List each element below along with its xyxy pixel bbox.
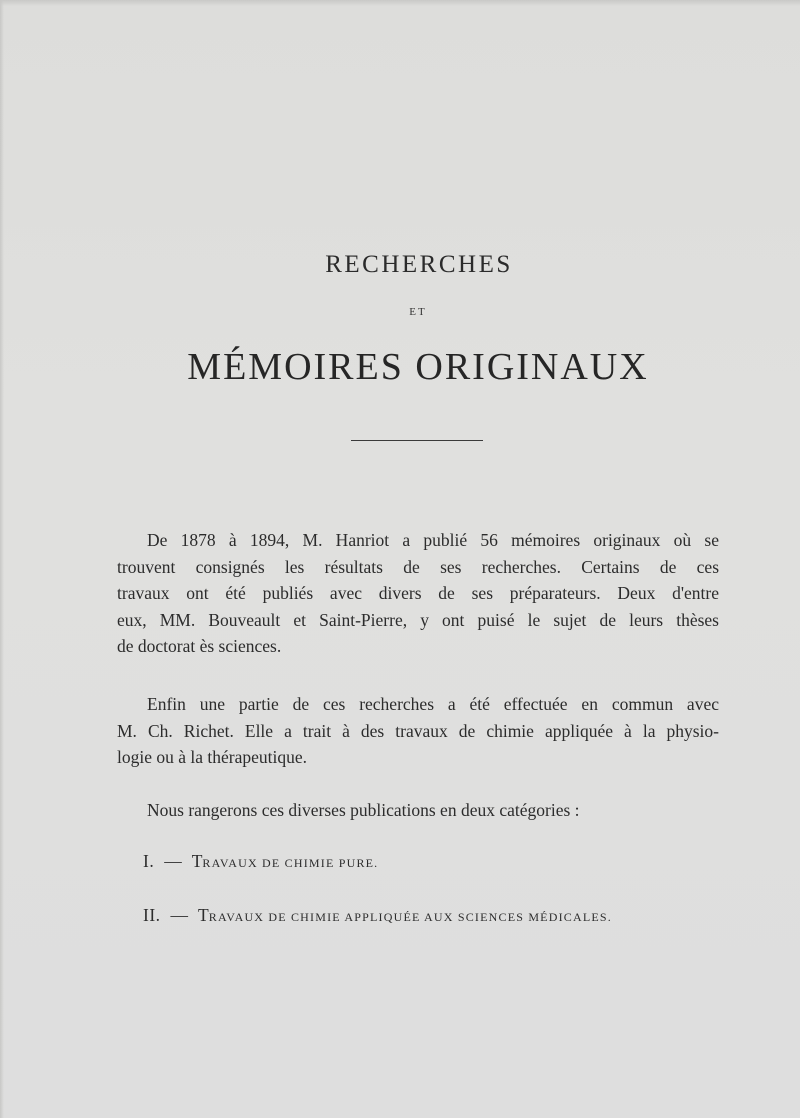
category-title-initial: T (191, 851, 203, 871)
category-title: RAVAUX DE CHIMIE PURE. (202, 856, 379, 870)
category-title-initial: T (198, 905, 209, 925)
page-edge-shadow (0, 0, 800, 6)
paragraph-line: eux, MM. Bouveault et Saint-Pierre, y ont puisé le sujet de leurs thèses (117, 609, 719, 630)
category-title: RAVAUX DE CHIMIE APPLIQUÉE AUX SCIENCES MÉDICALES. (208, 910, 612, 924)
paragraph-line: Enfin une partie de ces recherches a été effectuée en commun avec (147, 694, 719, 714)
paragraph-line: de doctorat ès sciences. (117, 636, 282, 656)
paragraph-line: logie ou à la thérapeutique. (117, 747, 307, 767)
category-number: II. (143, 905, 161, 925)
section-divider (351, 440, 483, 441)
heading-line-2: MÉMOIRES ORIGINAUX (187, 346, 649, 388)
category-number: I. (143, 851, 155, 871)
paragraph-richet (117, 691, 719, 771)
paragraph-intro (117, 527, 719, 660)
category-item-1 (143, 851, 378, 872)
paragraph-line: travaux ont été publiés avec divers de ses préparateurs. Deux d'entre (117, 583, 719, 603)
paragraph-line: Nous rangerons ces diverses publications en deux catégories : (147, 800, 580, 820)
heading-line-1: RECHERCHES (325, 251, 513, 278)
category-dash: — (164, 851, 182, 871)
category-dash: — (170, 905, 189, 925)
page-edge-shadow-left (0, 0, 4, 1118)
paragraph-line: De 1878 à 1894, M. Hanriot a publié 56 mémoires originaux où se (147, 530, 719, 550)
paragraph-categories-intro (117, 797, 719, 824)
heading-connector: ET (409, 306, 427, 318)
category-item-2 (143, 905, 612, 926)
paragraph-line: trouvent consignés les résultats de ses recherches. Certains de ces (117, 556, 719, 577)
paragraph-line: M. Ch. Richet. Elle a trait à des travaux de chimie appliquée à la physio- (117, 720, 719, 741)
